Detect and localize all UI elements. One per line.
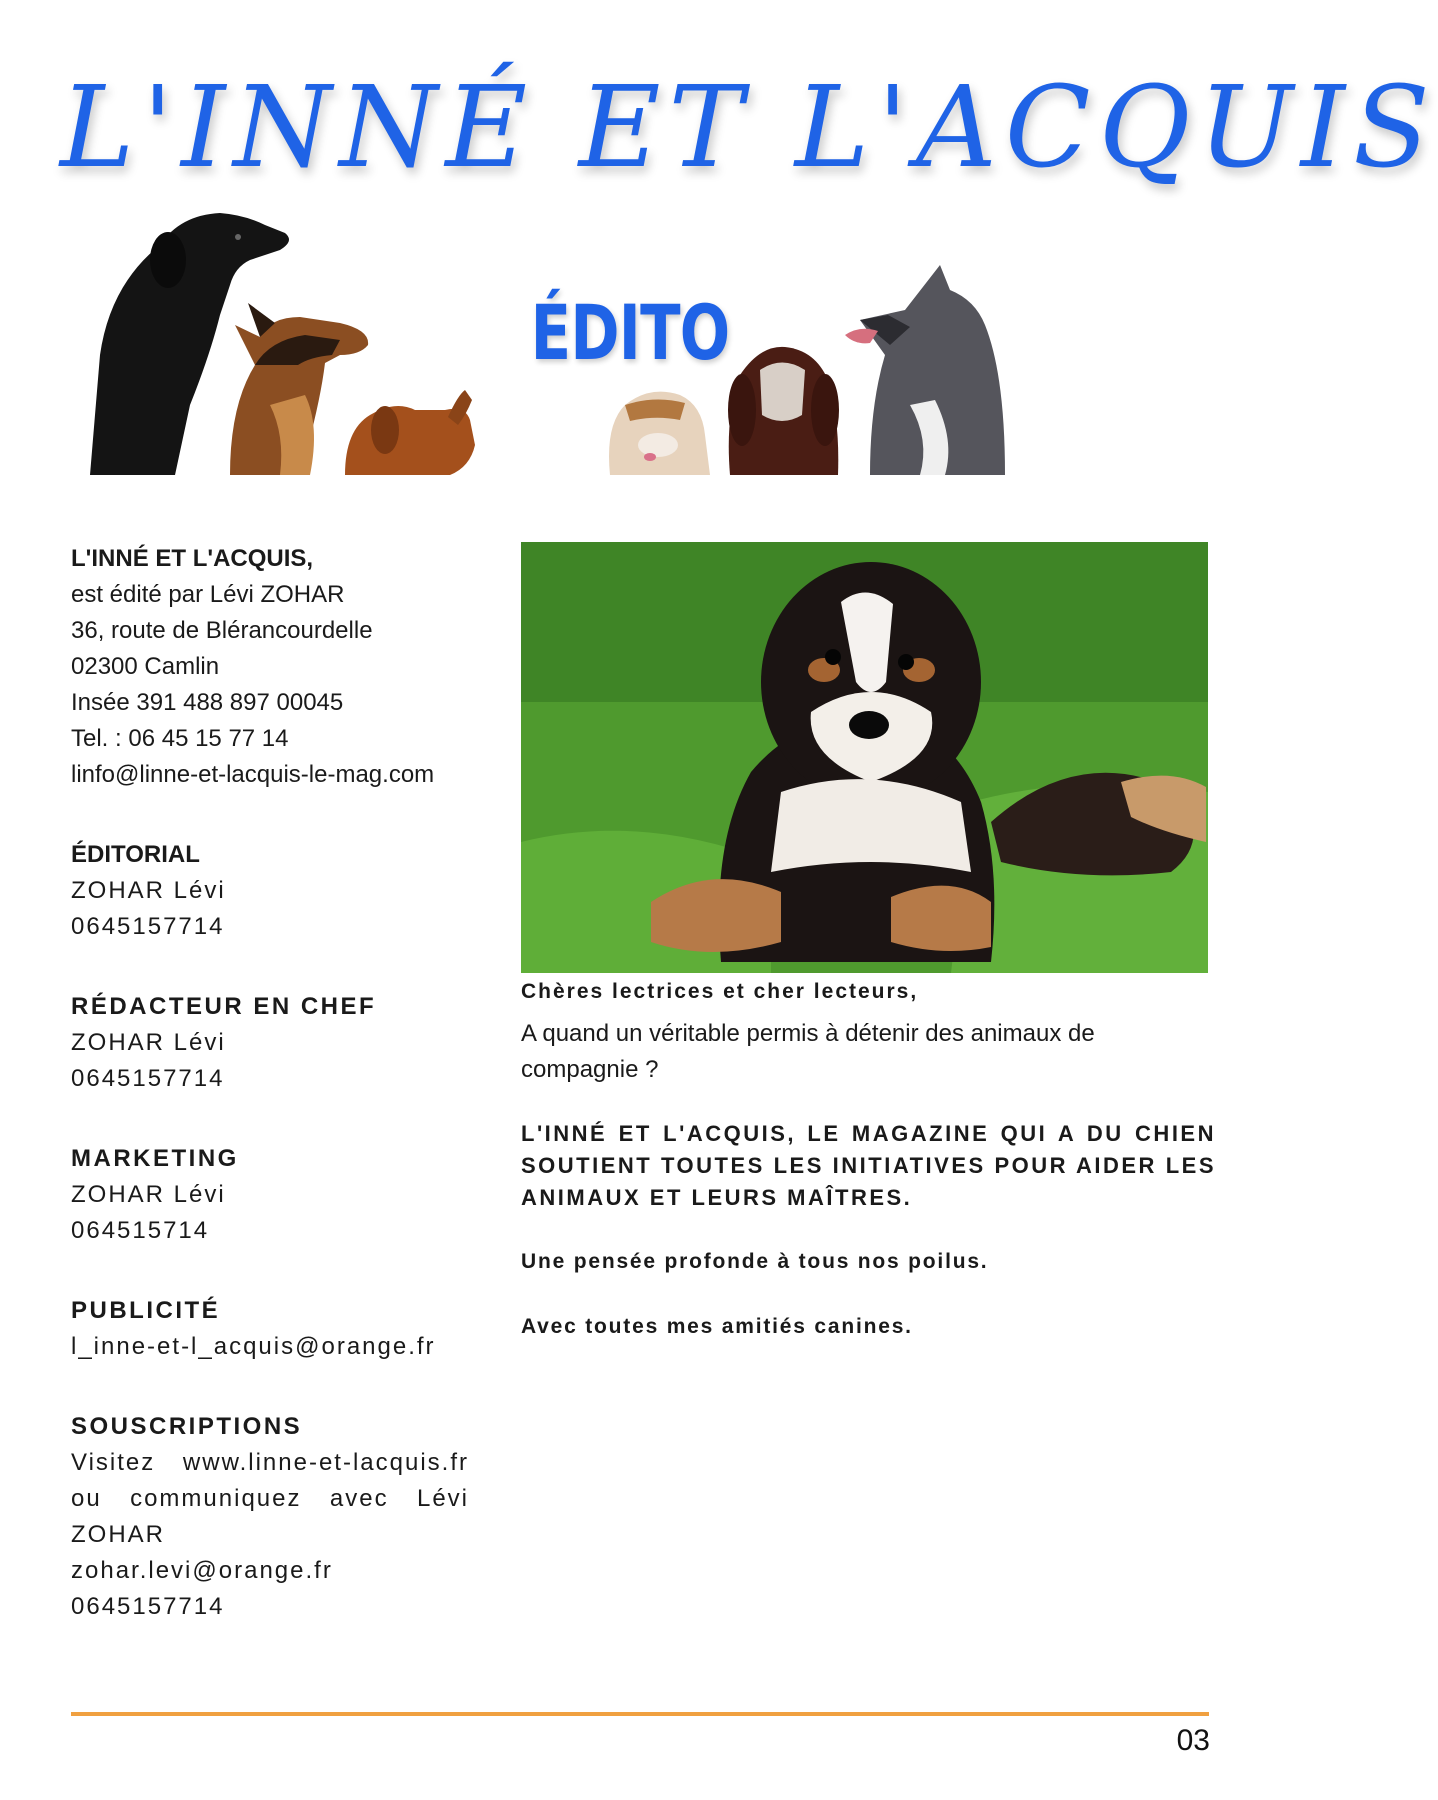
subscriptions-heading: SOUSCRIPTIONS: [71, 1413, 303, 1440]
chief-editor-name: ZOHAR Lévi: [71, 1029, 226, 1056]
akita-image: [845, 265, 1005, 475]
editorial-heading: ÉDITORIAL: [71, 841, 200, 868]
editorial-block: [71, 837, 469, 945]
magazine-title: L'INNÉ ET L'ACQUIS: [60, 63, 1438, 193]
publisher-name: L'INNÉ ET L'ACQUIS,: [71, 545, 314, 572]
subscriptions-email[interactable]: zohar.levi@orange.fr: [71, 1557, 333, 1584]
advertising-email[interactable]: l_inne-et-l_acquis@orange.fr: [71, 1333, 436, 1360]
footer-rule: [71, 1712, 1209, 1716]
marketing-heading: MARKETING: [71, 1145, 239, 1172]
subscriptions-phone: 0645157714: [71, 1593, 225, 1620]
bernese-puppy-photo: [521, 542, 1208, 973]
article-thought: Une pensée profonde à tous nos poilus.: [521, 1250, 989, 1273]
dachshund-image: [345, 390, 475, 475]
publisher-block: [71, 541, 469, 793]
article-closing: Avec toutes mes amitiés canines.: [521, 1315, 913, 1338]
publisher-phone: Tel. : 06 45 15 77 14: [71, 725, 289, 752]
article-question: A quand un véritable permis à détenir des animaux de compagnie ?: [521, 1020, 1095, 1083]
publisher-city: 02300 Camlin: [71, 653, 220, 680]
editorial-phone: 0645157714: [71, 913, 225, 940]
publisher-email[interactable]: linfo@linne-et-lacquis-le-mag.com: [71, 761, 435, 788]
advertising-heading: PUBLICITÉ: [71, 1297, 221, 1324]
edito-article: [521, 976, 1216, 1376]
article-statement: L'INNÉ ET L'ACQUIS, LE MAGAZINE QUI A DU CHIEN SOUTIENT TOUTES LES INITIATIVES POUR AIDER LES ANIMAUX ET LEURS MAÎTRES.: [521, 1121, 1216, 1210]
page-number: 03: [1176, 1724, 1210, 1757]
editorial-name: ZOHAR Lévi: [71, 877, 226, 904]
section-heading: ÉDITO: [530, 288, 730, 377]
marketing-block: [71, 1141, 469, 1249]
subscriptions-text: Visitez www.linne-et-lacquis.fr ou communiquez avec Lévi ZOHAR: [71, 1449, 469, 1548]
advertising-block: [71, 1293, 469, 1365]
publisher-line: est édité par Lévi ZOHAR: [71, 581, 345, 608]
marketing-phone: 064515714: [71, 1217, 210, 1244]
chief-editor-heading: RÉDACTEUR EN CHEF: [71, 993, 377, 1020]
publisher-address: 36, route de Blérancourdelle: [71, 617, 373, 644]
marketing-name: ZOHAR Lévi: [71, 1181, 226, 1208]
publisher-insee: Insée 391 488 897 00045: [71, 689, 344, 716]
bulldog-image: [609, 392, 710, 475]
article-greeting: Chères lectrices et cher lecteurs,: [521, 980, 919, 1003]
chief-editor-block: [71, 989, 469, 1097]
masthead-credits: [71, 541, 469, 1669]
german-shepherd-image: [230, 303, 368, 475]
subscriptions-block: [71, 1409, 469, 1625]
chief-editor-phone: 0645157714: [71, 1065, 225, 1092]
